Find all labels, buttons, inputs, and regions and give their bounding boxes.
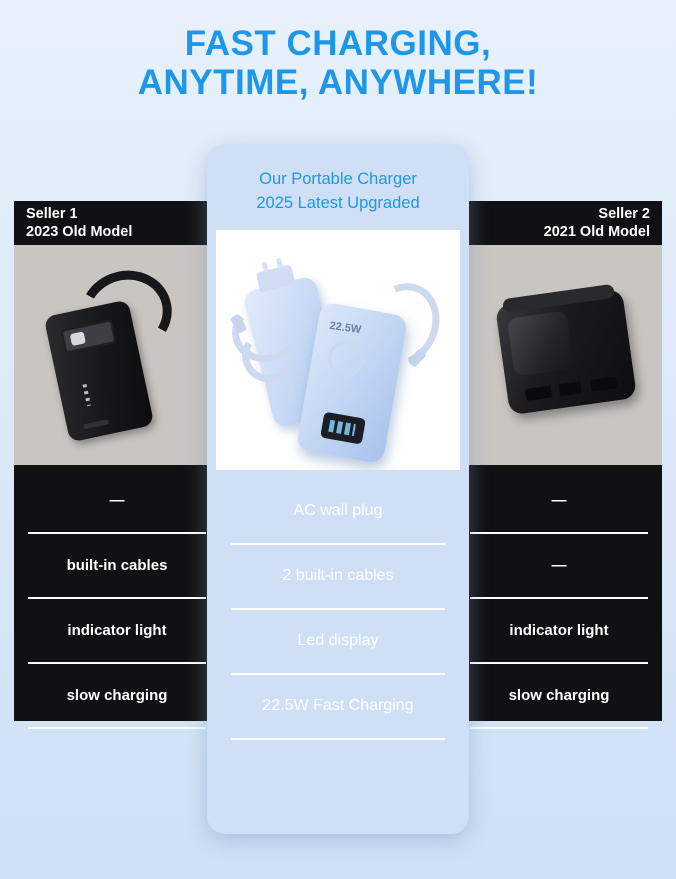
port-icon: [83, 419, 109, 429]
competitor-right-header: [456, 201, 662, 245]
competitor-right-feature-list: [456, 469, 662, 729]
our-product-title-line-2: 2025 Latest Upgraded: [256, 193, 420, 212]
page-title: [0, 0, 676, 102]
competitor-left-header: [14, 201, 220, 245]
our-product-image: [216, 230, 460, 470]
our-product-card: [207, 144, 469, 834]
list-item: indicator light: [470, 599, 648, 664]
list-item: —: [470, 469, 648, 534]
ring-decoration: [325, 338, 367, 380]
wattage-label: 22.5W: [328, 319, 362, 337]
list-item: AC wall plug: [231, 480, 445, 545]
led-display-icon: [320, 412, 366, 445]
button-icon: [61, 319, 117, 353]
top-edge-shape: [502, 284, 615, 313]
competitor-left-panel: [14, 201, 220, 721]
highlight-shape: [507, 311, 574, 377]
headline-line-2: ANYTIME, ANYWHERE!: [137, 63, 539, 103]
port-icon: [525, 376, 618, 401]
list-item: built-in cables: [28, 534, 206, 599]
list-item: 2 built-in cables: [231, 545, 445, 610]
competitor-right-product-image: [456, 245, 662, 465]
our-product-title-line-1: Our Portable Charger: [259, 170, 417, 188]
competitor-right-panel: [456, 201, 662, 721]
list-item: Led display: [231, 610, 445, 675]
list-item: slow charging: [470, 664, 648, 729]
list-item: indicator light: [28, 599, 206, 664]
power-bank-shape: [495, 289, 637, 416]
competitor-left-feature-list: [14, 469, 220, 729]
indicator-led-icon: [82, 384, 90, 406]
competitor-right-seller: Seller 2: [598, 205, 650, 222]
our-product-feature-list: [207, 470, 469, 740]
competitor-left-model: 2023 Old Model: [26, 224, 133, 240]
list-item: —: [470, 534, 648, 599]
headline-line-1: FAST CHARGING,: [184, 24, 492, 63]
competitor-right-model: 2021 Old Model: [543, 224, 650, 240]
list-item: —: [28, 469, 206, 534]
competitor-left-seller: Seller 1: [26, 205, 78, 222]
comparison-table: [14, 170, 662, 721]
our-product-title: [207, 144, 469, 226]
list-item: slow charging: [28, 664, 206, 729]
ac-wall-plug-icon: [256, 264, 296, 292]
competitor-left-product-image: [14, 245, 220, 465]
list-item: 22.5W Fast Charging: [231, 675, 445, 740]
